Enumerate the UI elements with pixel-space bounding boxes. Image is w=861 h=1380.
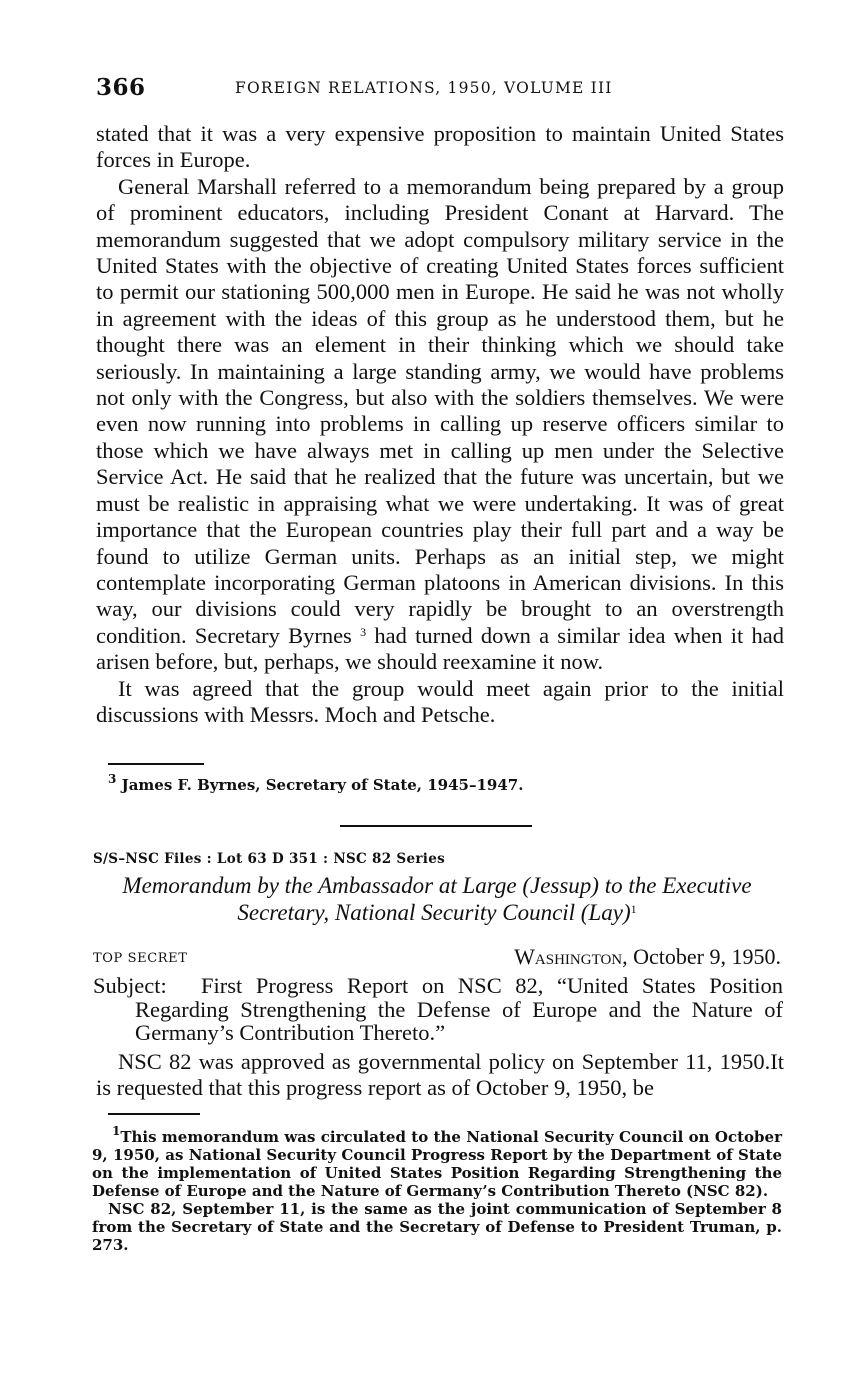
document-title-line-2: Secretary, National Security Council (Lay): [237, 900, 631, 925]
footnote-rule-2: [108, 1113, 200, 1115]
subject-label: Subject:: [93, 973, 167, 998]
memo-text: [96, 1049, 784, 1102]
document-title-line-1: Memorandum by the Ambassador at Large (Jessup) to the Executive: [122, 873, 752, 898]
footnote-ref-3[interactable]: 3: [360, 624, 367, 639]
footnote-ref-1[interactable]: 1: [630, 902, 637, 916]
dateline-place: Washington,: [514, 944, 628, 969]
footnote-1: [92, 1124, 782, 1254]
footnote-1-text-a: This memorandum was circulated to the National Security Council on October 9, 1950, as National Security Council Progress Report by the Department of State on the implementation of United States Position Regarding Strengthening the Defense of Europe and the Nature of Germany’s Contribution Thereto (NSC 82).: [92, 1128, 782, 1200]
footnote-1-marker: 1: [112, 1124, 121, 1138]
section-divider: [340, 825, 532, 827]
subject-text: First Progress Report on NSC 82, “United States Position Regarding Strengthening the Defense of Europe and the Nature of Germany’s Contribution Thereto.”: [135, 973, 783, 1046]
footnote-3: [108, 772, 780, 794]
main-text: [96, 121, 784, 728]
paragraph-agreement: It was agreed that the group would meet again prior to the initial discussions with Messrs. Moch and Petsche.: [96, 675, 784, 727]
paragraph-marshall: [96, 174, 784, 676]
paragraph-continuation: stated that it was a very expensive proposition to maintain United States forces in Europe.: [96, 121, 784, 173]
dateline-date: October 9, 1950.: [633, 944, 781, 969]
file-reference: S/S–NSC Files : Lot 63 D 351 : NSC 82 Series: [93, 851, 446, 867]
document-title: [92, 872, 782, 926]
footnote-rule: [108, 763, 204, 765]
memo-paragraph: NSC 82 was approved as governmental policy on September 11, 1950.It is requested that this progress report as of October 9, 1950, be: [96, 1049, 784, 1101]
footnote-1-text-b: NSC 82, September 11, is the same as the joint communication of September 8 from the Secretary of State and the Secretary of Defense to President Truman, p. 273.: [92, 1200, 782, 1254]
running-head-title: FOREIGN RELATIONS, 1950, VOLUME III: [235, 79, 613, 97]
footnote-3-text: James F. Byrnes, Secretary of State, 1945–1947.: [121, 776, 524, 794]
classification-label: TOP SECRET: [93, 951, 188, 966]
running-head: [96, 74, 786, 104]
footnote-3-marker: 3: [108, 772, 117, 786]
page-number: 366: [96, 74, 146, 101]
subject-block: [93, 974, 783, 1045]
paragraph-marshall-text: General Marshall referred to a memorandum being prepared by a group of prominent educators, including President Conant at Harvard. The memorandum suggested that we adopt compulsory military service in the United States with the objective of creating United States forces sufficient to permit our stationing 500,000 men in Europe. He said he was not wholly in agreement with the ideas of this group as he understood them, but he thought there was an element in their thinking which we should take seriously. In maintaining a large standing army, we would have problems not only with the Congress, but also with the soldiers themselves. We were even now running into problems in calling up reserve officers similar to those which we have always met in calling up men under the Selective Service Act. He said that he realized that the future was uncertain, but we must be realistic in appraising what we were undertaking. It was of great importance that the European countries play their full part and a way be found to utilize German units. Perhaps as an initial step, we might contemplate incorporating German platoons in American divisions. In this way, our divisions could very rapidly be brought to an overstrength condition. Secretary Byrnes: [96, 173, 784, 648]
paragraph-marshall-text-end: had turned down a similar idea when it had arisen before, but, perhaps, we should reexamine it now.: [96, 622, 785, 675]
dateline: [514, 944, 781, 970]
